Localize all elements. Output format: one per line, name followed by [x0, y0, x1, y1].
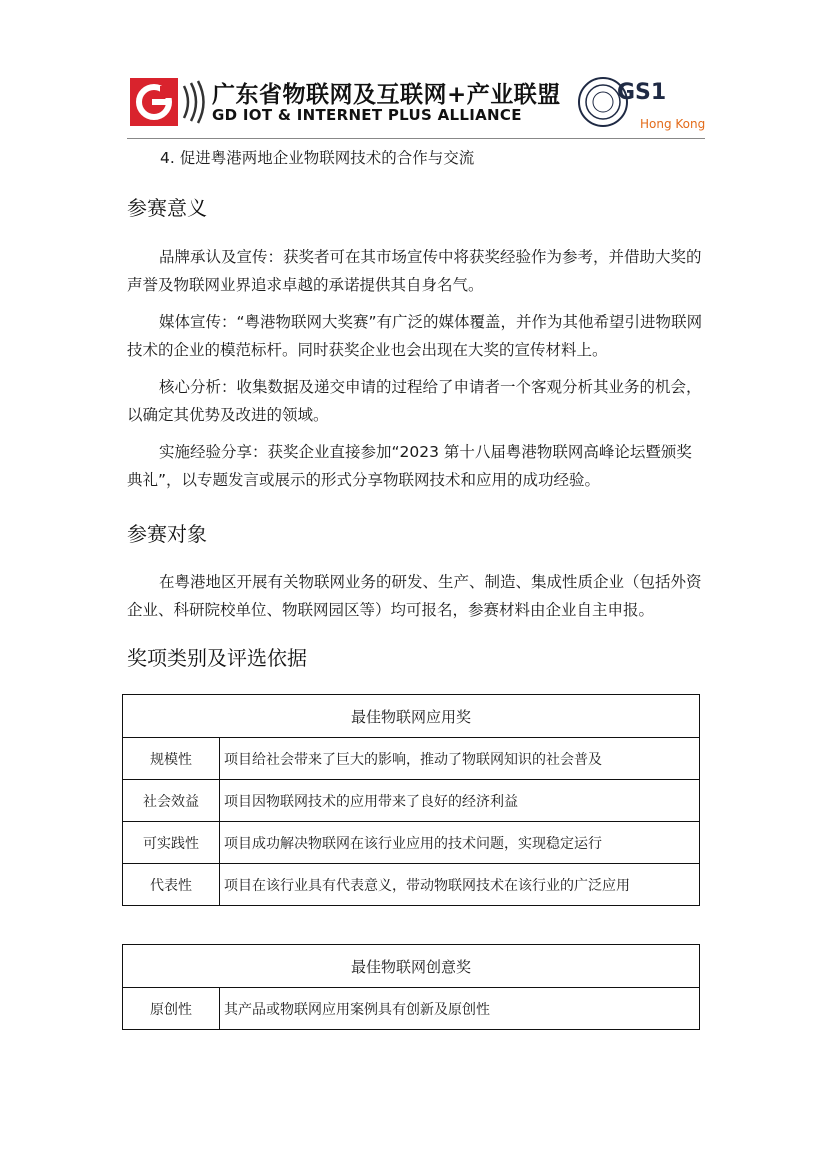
paragraph: 核心分析：收集数据及递交申请的过程给了申请者一个客观分析其业务的机会，以确定其优势及改进的领域。 [127, 378, 702, 424]
description-cell: 其产品或物联网应用案例具有创新及原创性 [220, 988, 700, 1030]
table-row [123, 738, 700, 780]
criterion-cell: 可实践性 [123, 822, 220, 864]
criterion-cell: 社会效益 [123, 780, 220, 822]
gs1-label: GS1 [617, 80, 667, 105]
intro-list-item: 4. 促进粤港两地企业物联网技术的合作与交流 [160, 149, 475, 167]
description-cell: 项目因物联网技术的应用带来了良好的经济利益 [220, 780, 700, 822]
alliance-logo [130, 74, 561, 130]
section-heading: 奖项类别及评选依据 [127, 646, 307, 670]
paragraph: 在粤港地区开展有关物联网业务的研发、生产、制造、集成性质企业（包括外资企业、科研院校单位、物联网园区等）均可报名，参赛材料由企业自主申报。 [127, 573, 702, 619]
table-row [123, 864, 700, 906]
award-table-creativity [122, 944, 700, 1030]
gs1-region: Hong Kong [640, 117, 706, 131]
paragraph: 实施经验分享：获奖企业直接参加“2023 第十八届粤港物联网高峰论坛暨颁奖典礼”，以专题发言或展示的形式分享物联网技术和应用的成功经验。 [127, 443, 692, 489]
section-heading: 参赛意义 [127, 196, 207, 220]
page-header [130, 74, 705, 136]
table-row [123, 822, 700, 864]
signal-waves-icon [180, 80, 206, 124]
paragraph: 媒体宣传：“粤港物联网大奖赛”有广泛的媒体覆盖，并作为其他希望引进物联网技术的企业的模范标杆。同时获奖企业也会出现在大奖的宣传材料上。 [127, 313, 703, 359]
table-row [123, 988, 700, 1030]
description-cell: 项目在该行业具有代表意义，带动物联网技术在该行业的广泛应用 [220, 864, 700, 906]
alliance-name-en: GD IOT & INTERNET PLUS ALLIANCE [212, 106, 522, 124]
award-title: 最佳物联网创意奖 [123, 945, 700, 988]
section-body [127, 243, 707, 494]
section-body [127, 568, 707, 624]
header-divider [127, 138, 705, 139]
table-row [123, 780, 700, 822]
award-title: 最佳物联网应用奖 [123, 695, 700, 738]
section-heading: 参赛对象 [127, 522, 207, 546]
criterion-cell: 原创性 [123, 988, 220, 1030]
award-table-application [122, 694, 700, 906]
alliance-name-cn: 广东省物联网及互联网+产业联盟 [212, 82, 561, 108]
description-cell: 项目成功解决物联网在该行业应用的技术问题，实现稳定运行 [220, 822, 700, 864]
alliance-g-logo-icon [130, 78, 178, 126]
paragraph: 品牌承认及宣传：获奖者可在其市场宣传中将获奖经验作为参考，并借助大奖的声誉及物联网业界追求卓越的承诺提供其自身名气。 [127, 248, 702, 294]
criterion-cell: 代表性 [123, 864, 220, 906]
description-cell: 项目给社会带来了巨大的影响，推动了物联网知识的社会普及 [220, 738, 700, 780]
criterion-cell: 规模性 [123, 738, 220, 780]
